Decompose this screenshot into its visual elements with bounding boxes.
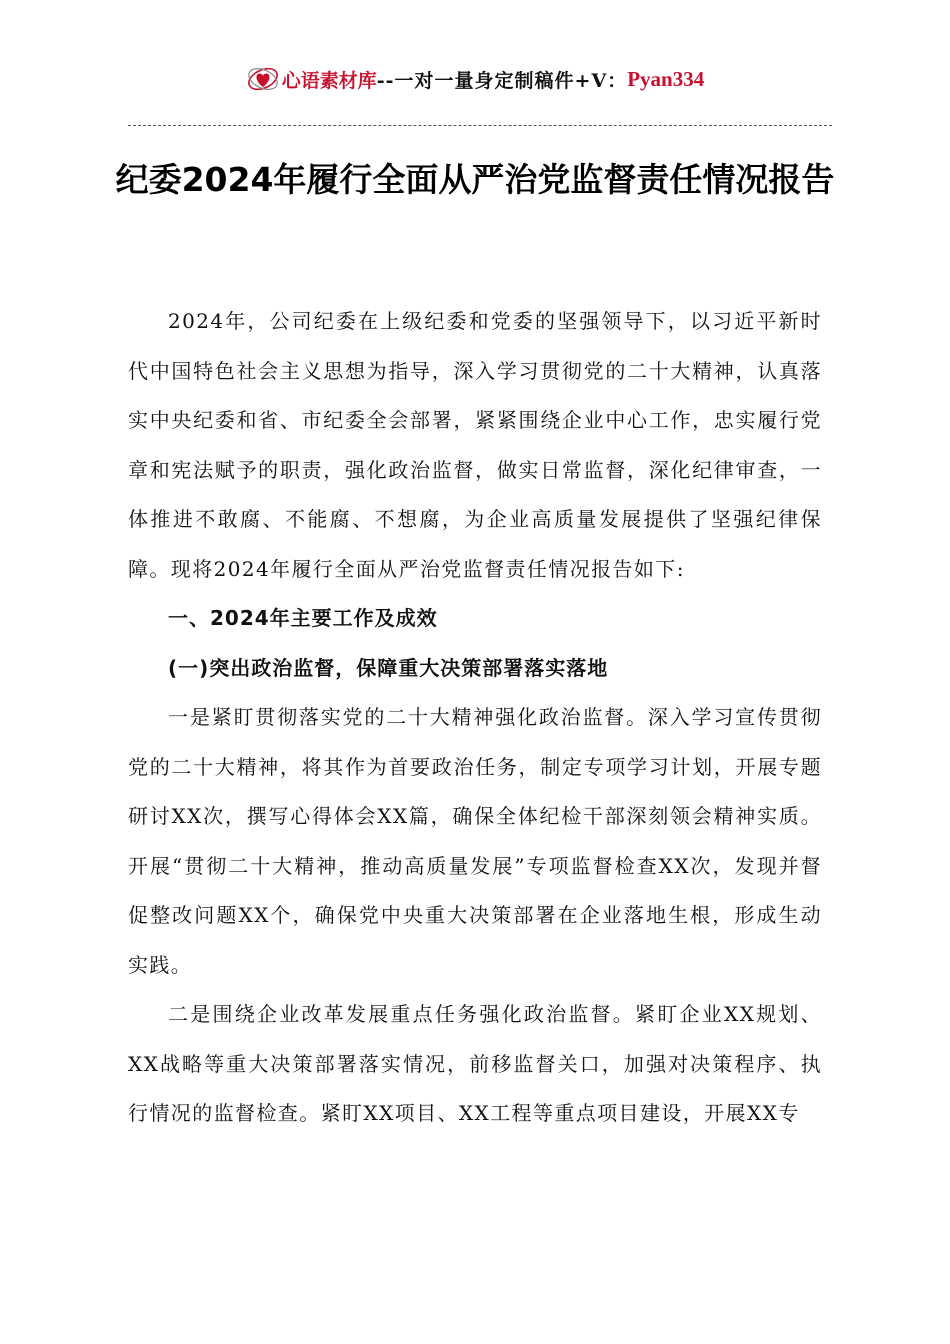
- contact-id: Pyan334: [627, 66, 705, 91]
- body-paragraph: 一是紧盯贯彻落实党的二十大精神强化政治监督。深入学习宣传贯彻党的二十大精神，将其作为首要政治任务，制定专项学习计划，开展专题研讨XX次，撰写心得体会XX篇，确保全体纪检干部深刻领会精神实质。开展“贯彻二十大精神，推动高质量发展”专项监督检查XX次，发现并督促整改问题XX个，确保党中央重大决策部署在企业落地生根，形成生动实践。: [128, 705, 822, 977]
- intro-paragraph: 2024年，公司纪委在上级纪委和党委的坚强领导下，以习近平新时代中国特色社会主义思想为指导，深入学习贯彻党的二十大精神，认真落实中央纪委和省、市纪委全会部署，紧紧围绕企业中心工作，忠实履行党章和宪法赋予的职责，强化政治监督，做实日常监督，深化纪律审查，一体推进不敢腐、不能腐、不想腐，为企业高质量发展提供了坚强纪律保障。现将2024年履行全面从严治党监督责任情况报告如下:: [128, 309, 822, 581]
- body-paragraph: 二是围绕企业改革发展重点任务强化政治监督。紧盯企业XX规划、XX战略等重大决策部署落实情况，前移监督关口，加强对决策程序、执行情况的监督检查。紧盯XX项目、XX工程等重点项目建设，开展XX专: [128, 1002, 822, 1125]
- document-body: [128, 297, 822, 1139]
- page-header: [0, 62, 950, 102]
- heart-logo-icon: [246, 62, 280, 96]
- header-banner: [246, 62, 704, 96]
- section-heading: 一、2024年主要工作及成效: [168, 606, 438, 630]
- subsection-heading: (一)突出政治监督，保障重大决策部署落实落地: [168, 655, 609, 680]
- header-divider: [128, 125, 832, 126]
- header-slogan: --一对一量身定制稿件+V：: [376, 69, 628, 92]
- brand-name: 心语素材库: [281, 69, 377, 92]
- document-title: 纪委2024年履行全面从严治党监督责任情况报告: [115, 160, 835, 199]
